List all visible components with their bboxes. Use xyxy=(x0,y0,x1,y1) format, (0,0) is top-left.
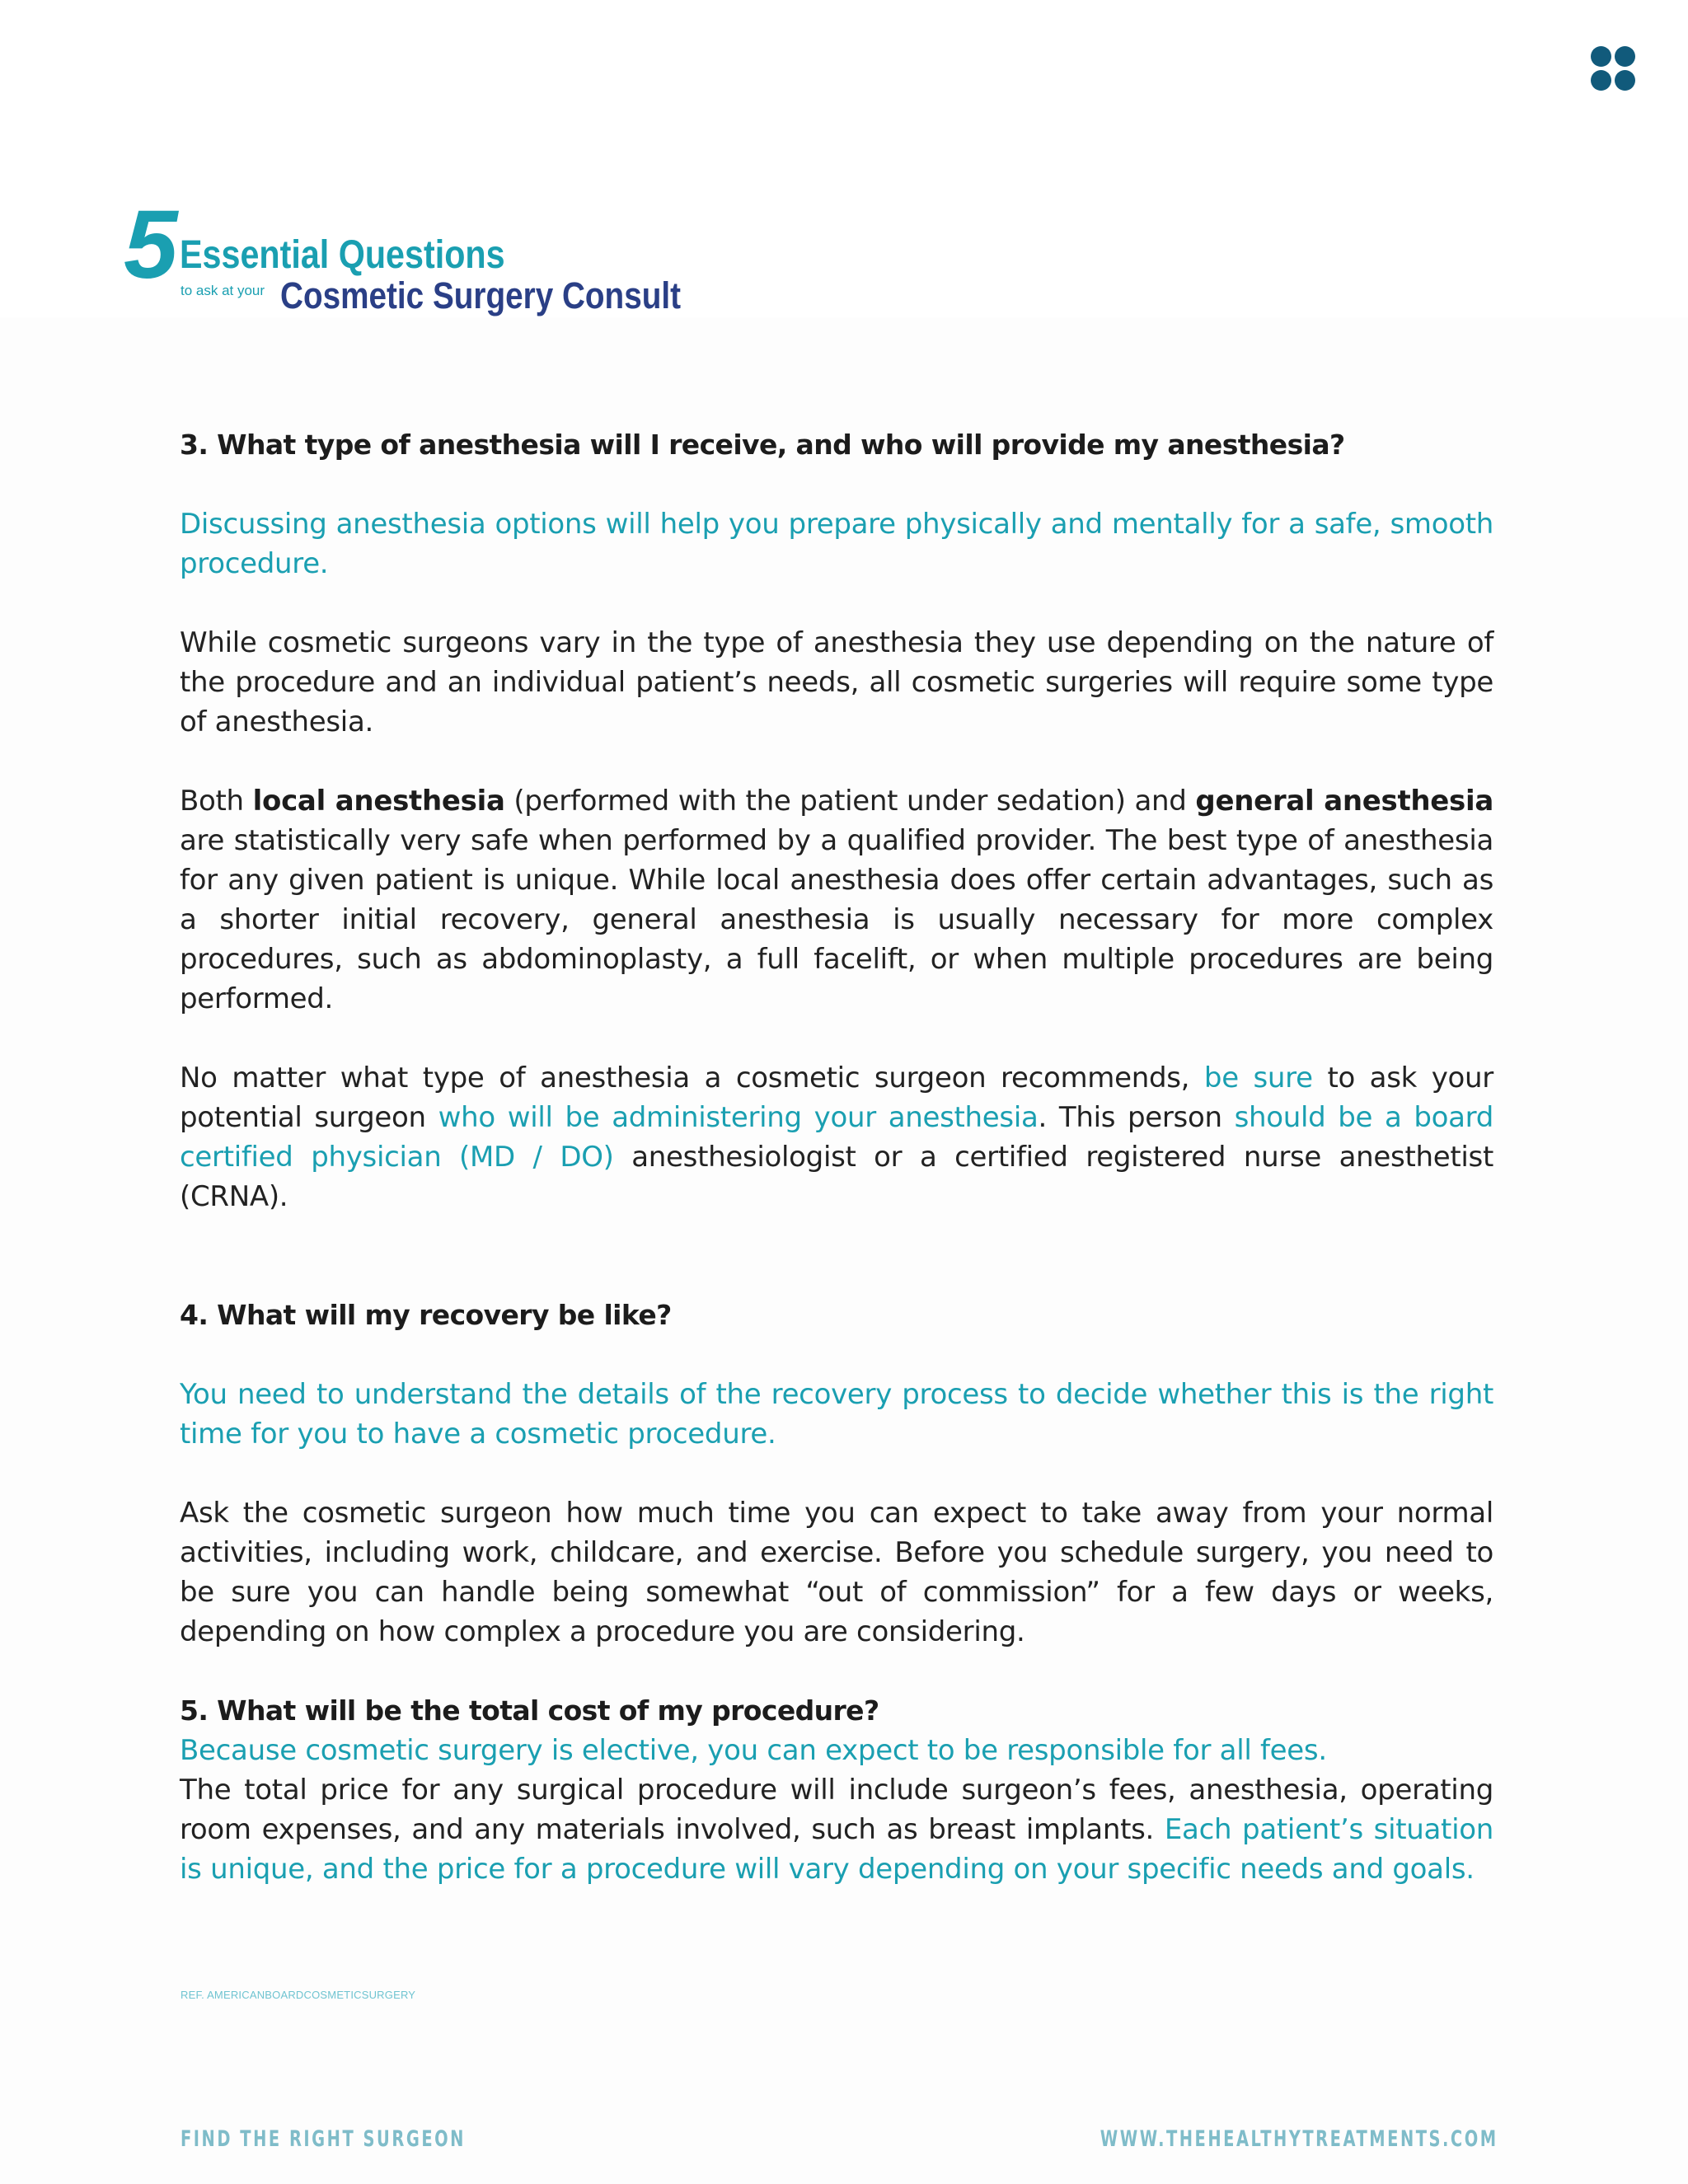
text-run: anesthesiologist or a certified registered nurse anesthetist (CRNA). xyxy=(180,1141,1493,1213)
question-3-intro: Discussing anesthesia options will help you prepare physically and mentally for a safe, smooth procedure. xyxy=(180,508,1493,580)
header-number: 5 xyxy=(124,190,175,299)
highlight-text: be sure xyxy=(1203,1062,1313,1094)
dot xyxy=(1615,70,1635,91)
text-run: to ask your potential surgeon xyxy=(180,1062,1493,1134)
question-5-paragraph-1 xyxy=(180,1770,1493,1889)
question-3-paragraph-2 xyxy=(180,781,1493,1019)
text-run: . This person xyxy=(1038,1101,1235,1134)
header-subtitle-small: to ask at your xyxy=(181,283,265,298)
question-4-intro: You need to understand the details of the recovery process to decide whether this is the right time for you to have a cosmetic procedure. xyxy=(180,1378,1493,1451)
grid-dots-icon[interactable] xyxy=(1591,46,1637,92)
bold-term-general-anesthesia: general anesthesia xyxy=(1195,785,1493,818)
footer-website-link[interactable]: WWW.THEHEALTHYTREATMENTS.COM xyxy=(1100,2126,1498,2152)
dot xyxy=(1615,46,1635,67)
text-run: No matter what type of anesthesia a cosmetic surgeon recommends, xyxy=(180,1062,1204,1094)
text-run: (performed with the patient under sedation) and xyxy=(504,785,1196,818)
dot xyxy=(1591,46,1611,67)
text-run: The total price for any surgical procedure will include surgeon’s fees, anesthesia, operating room expenses, and any materials involved, such as breast implants. xyxy=(180,1774,1493,1846)
bold-term-local-anesthesia: local anesthesia xyxy=(252,785,505,818)
header-title-line1: Essential Questions xyxy=(180,233,505,277)
highlight-text: should be a board certified physician (MD / DO) xyxy=(180,1101,1494,1174)
highlight-text: who will be administering your anesthesia xyxy=(438,1101,1039,1134)
question-5-heading: 5. What will be the total cost of my procedure? xyxy=(180,1694,879,1727)
question-3-paragraph-3 xyxy=(180,1058,1493,1216)
question-4-heading: 4. What will my recovery be like? xyxy=(180,1299,672,1331)
question-4-paragraph-1: Ask the cosmetic surgeon how much time you can expect to take away from your normal activities, including work, childcare, and exercise. Before you schedule surgery, you need to be sure you can handle being somewhat “out of commission” for a few days or weeks, depending on how complex a procedure you are considering. xyxy=(180,1497,1493,1648)
document-body xyxy=(180,425,1493,1889)
reference-note: REF. AMERICANBOARDCOSMETICSURGERY xyxy=(181,1989,416,2001)
question-3-paragraph-1: While cosmetic surgeons vary in the type of anesthesia they use depending on the nature of the procedure and an individual patient’s needs, all cosmetic surgeries will require some type of anesthesia. xyxy=(180,626,1493,738)
text-run: are statistically very safe when performed by a qualified provider. The best type of anesthesia for any given patient is unique. While local anesthesia does offer certain advantages, such as a shorter initial recovery, general anesthesia is usually necessary for more complex procedures, such as abdominoplasty, a full facelift, or when multiple procedures are being performed. xyxy=(180,824,1493,1015)
question-5-intro: Because cosmetic surgery is elective, you can expect to be responsible for all fees. xyxy=(180,1734,1327,1767)
question-3-heading: 3. What type of anesthesia will I receive, and who will provide my anesthesia? xyxy=(180,429,1345,461)
highlight-text: Each patient’s situation is unique, and the price for a procedure will vary depending on your specific needs and goals. xyxy=(180,1813,1493,1886)
text-run: Both xyxy=(180,785,253,818)
header-title-line2: Cosmetic Surgery Consult xyxy=(280,274,682,316)
footer-left-text: FIND THE RIGHT SURGEON xyxy=(181,2126,466,2152)
dot xyxy=(1591,70,1611,91)
